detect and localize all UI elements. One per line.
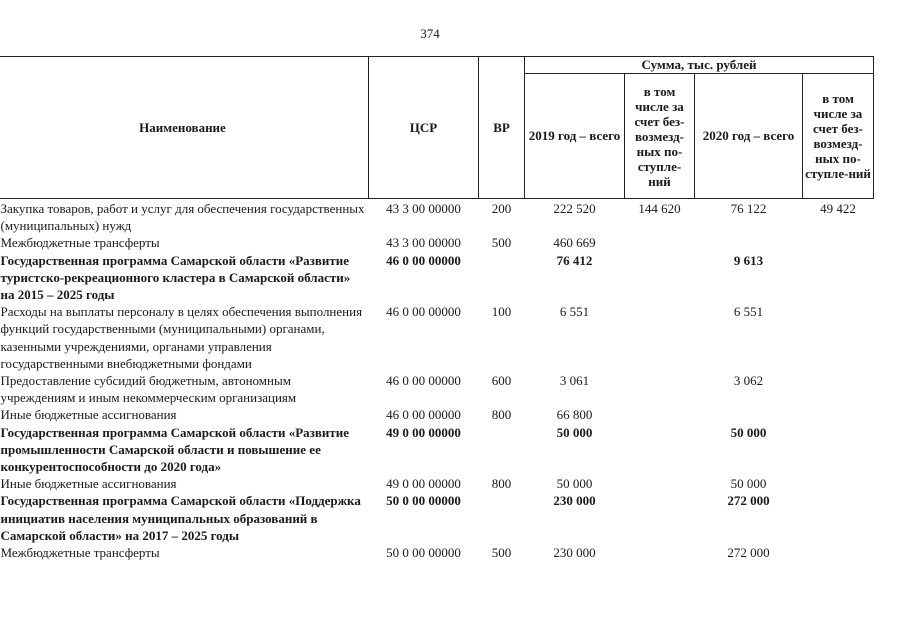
row-vr: 100 [491, 304, 512, 320]
row-2019-free [625, 492, 695, 544]
header-csr: ЦСР [369, 57, 479, 199]
row-2019-free [625, 303, 695, 372]
row-csr: 50 0 00 00000 [386, 545, 461, 561]
table-row [0, 303, 874, 372]
row-vr: 500 [491, 235, 512, 251]
header-2020-total: 2020 год – всего [695, 74, 803, 199]
row-vr: 200 [491, 201, 512, 216]
row-vr: 800 [491, 476, 512, 492]
row-csr: 43 3 00 00000 [386, 235, 461, 251]
table-body [0, 199, 874, 562]
row-vr [479, 252, 525, 304]
table-row [0, 372, 874, 406]
row-2020-total: 6 551 [733, 304, 764, 320]
row-2020-free [803, 544, 874, 561]
row-2019-free [625, 234, 695, 251]
row-2019-free: 144 620 [638, 201, 681, 216]
table-row [0, 492, 874, 544]
header-sum-group: Сумма, тыс. рублей [525, 57, 874, 74]
row-2019-total: 50 000 [556, 424, 593, 440]
row-csr: 50 0 00 00000 [386, 493, 461, 509]
header-2019-total: 2019 год – всего [525, 74, 625, 199]
header-2020-free: в том числе за счет без-возмезд-ных по-ступле-ний [803, 74, 874, 199]
row-csr: 46 0 00 00000 [386, 407, 461, 423]
row-2020-free [803, 372, 874, 406]
row-name: Государственная программа Самарской области «Развитие промышленности Самарской области и повышение ее конкурентоспособности до 2020 года» [0, 424, 350, 475]
row-2020-free [803, 492, 874, 544]
row-2020-total: 50 000 [730, 424, 767, 440]
row-vr: 600 [491, 373, 512, 389]
row-2020-total: 272 000 [727, 545, 770, 561]
row-2019-total: 3 061 [559, 373, 590, 389]
row-2019-total: 230 000 [553, 493, 596, 509]
row-name: Предоставление субсидий бюджетным, автономным учреждениям и иным некоммерческим организациям [0, 373, 297, 406]
row-2019-total: 230 000 [553, 545, 596, 561]
row-2019-total: 222 520 [553, 201, 596, 216]
row-name: Расходы на выплаты персоналу в целях обеспечения выполнения функций государственными (муниципальными) органами, казенными учреждениями, органами управления государственными внебюджетными фондами [0, 304, 363, 371]
row-name: Иные бюджетные ассигнования [0, 407, 177, 423]
row-2019-total: 50 000 [556, 476, 593, 492]
table-row [0, 475, 874, 492]
table-row [0, 544, 874, 561]
row-2019-free [625, 544, 695, 561]
row-2020-total: 50 000 [730, 476, 767, 492]
table-row [0, 252, 874, 304]
row-vr: 500 [491, 545, 512, 561]
header-2019-free: в том числе за счет без-возмезд-ных по-ступле-ний [625, 74, 695, 199]
row-2019-total: 460 669 [553, 235, 596, 251]
row-2020-free [803, 424, 874, 476]
row-csr: 43 3 00 00000 [386, 201, 461, 216]
row-2019-free [625, 424, 695, 476]
row-2020-total: 272 000 [727, 493, 770, 509]
row-2020-total: 3 062 [733, 373, 764, 389]
row-2019-free [625, 252, 695, 304]
row-vr [479, 492, 525, 544]
row-2020-free [803, 252, 874, 304]
row-vr [479, 424, 525, 476]
header-vr: ВР [479, 57, 525, 199]
row-2020-free [803, 475, 874, 492]
row-2020-free [803, 406, 874, 423]
table-row [0, 406, 874, 423]
row-name: Государственная программа Самарской области «Развитие туристско-рекреационного кластера в Самарской области» на 2015 – 2025 годы [0, 252, 351, 303]
row-2019-free [625, 372, 695, 406]
row-csr: 49 0 00 00000 [386, 424, 461, 440]
budget-table [0, 56, 874, 561]
row-2019-total: 66 800 [556, 407, 593, 423]
row-name: Государственная программа Самарской области «Поддержка инициатив населения муниципальных образований в Самарской области» на 2017 – 2025 годы [0, 493, 361, 543]
row-vr: 800 [491, 407, 512, 423]
table-row [0, 234, 874, 251]
row-csr: 49 0 00 00000 [386, 476, 461, 492]
row-name: Иные бюджетные ассигнования [0, 476, 177, 492]
row-2019-total: 6 551 [559, 304, 590, 320]
row-csr: 46 0 00 00000 [386, 373, 461, 389]
row-2020-free: 49 422 [820, 201, 856, 216]
row-2020-free [803, 234, 874, 251]
row-2020-total: 76 122 [730, 201, 767, 216]
row-name: Межбюджетные трансферты [0, 545, 160, 561]
page-number: 374 [420, 26, 440, 41]
table-row [0, 199, 874, 235]
row-2019-free [625, 406, 695, 423]
row-2020-total: 9 613 [733, 252, 764, 268]
row-2020-total [695, 234, 803, 251]
row-2020-total [695, 406, 803, 423]
row-name: Межбюджетные трансферты [0, 235, 160, 251]
row-csr: 46 0 00 00000 [386, 304, 461, 320]
row-name: Закупка товаров, работ и услуг для обеспечения государственных (муниципальных) нужд [0, 201, 365, 234]
table-row [0, 424, 874, 476]
row-2019-total: 76 412 [556, 252, 593, 268]
row-2019-free [625, 475, 695, 492]
row-csr: 46 0 00 00000 [386, 252, 461, 268]
row-2020-free [803, 303, 874, 372]
header-name: Наименование [0, 57, 369, 199]
